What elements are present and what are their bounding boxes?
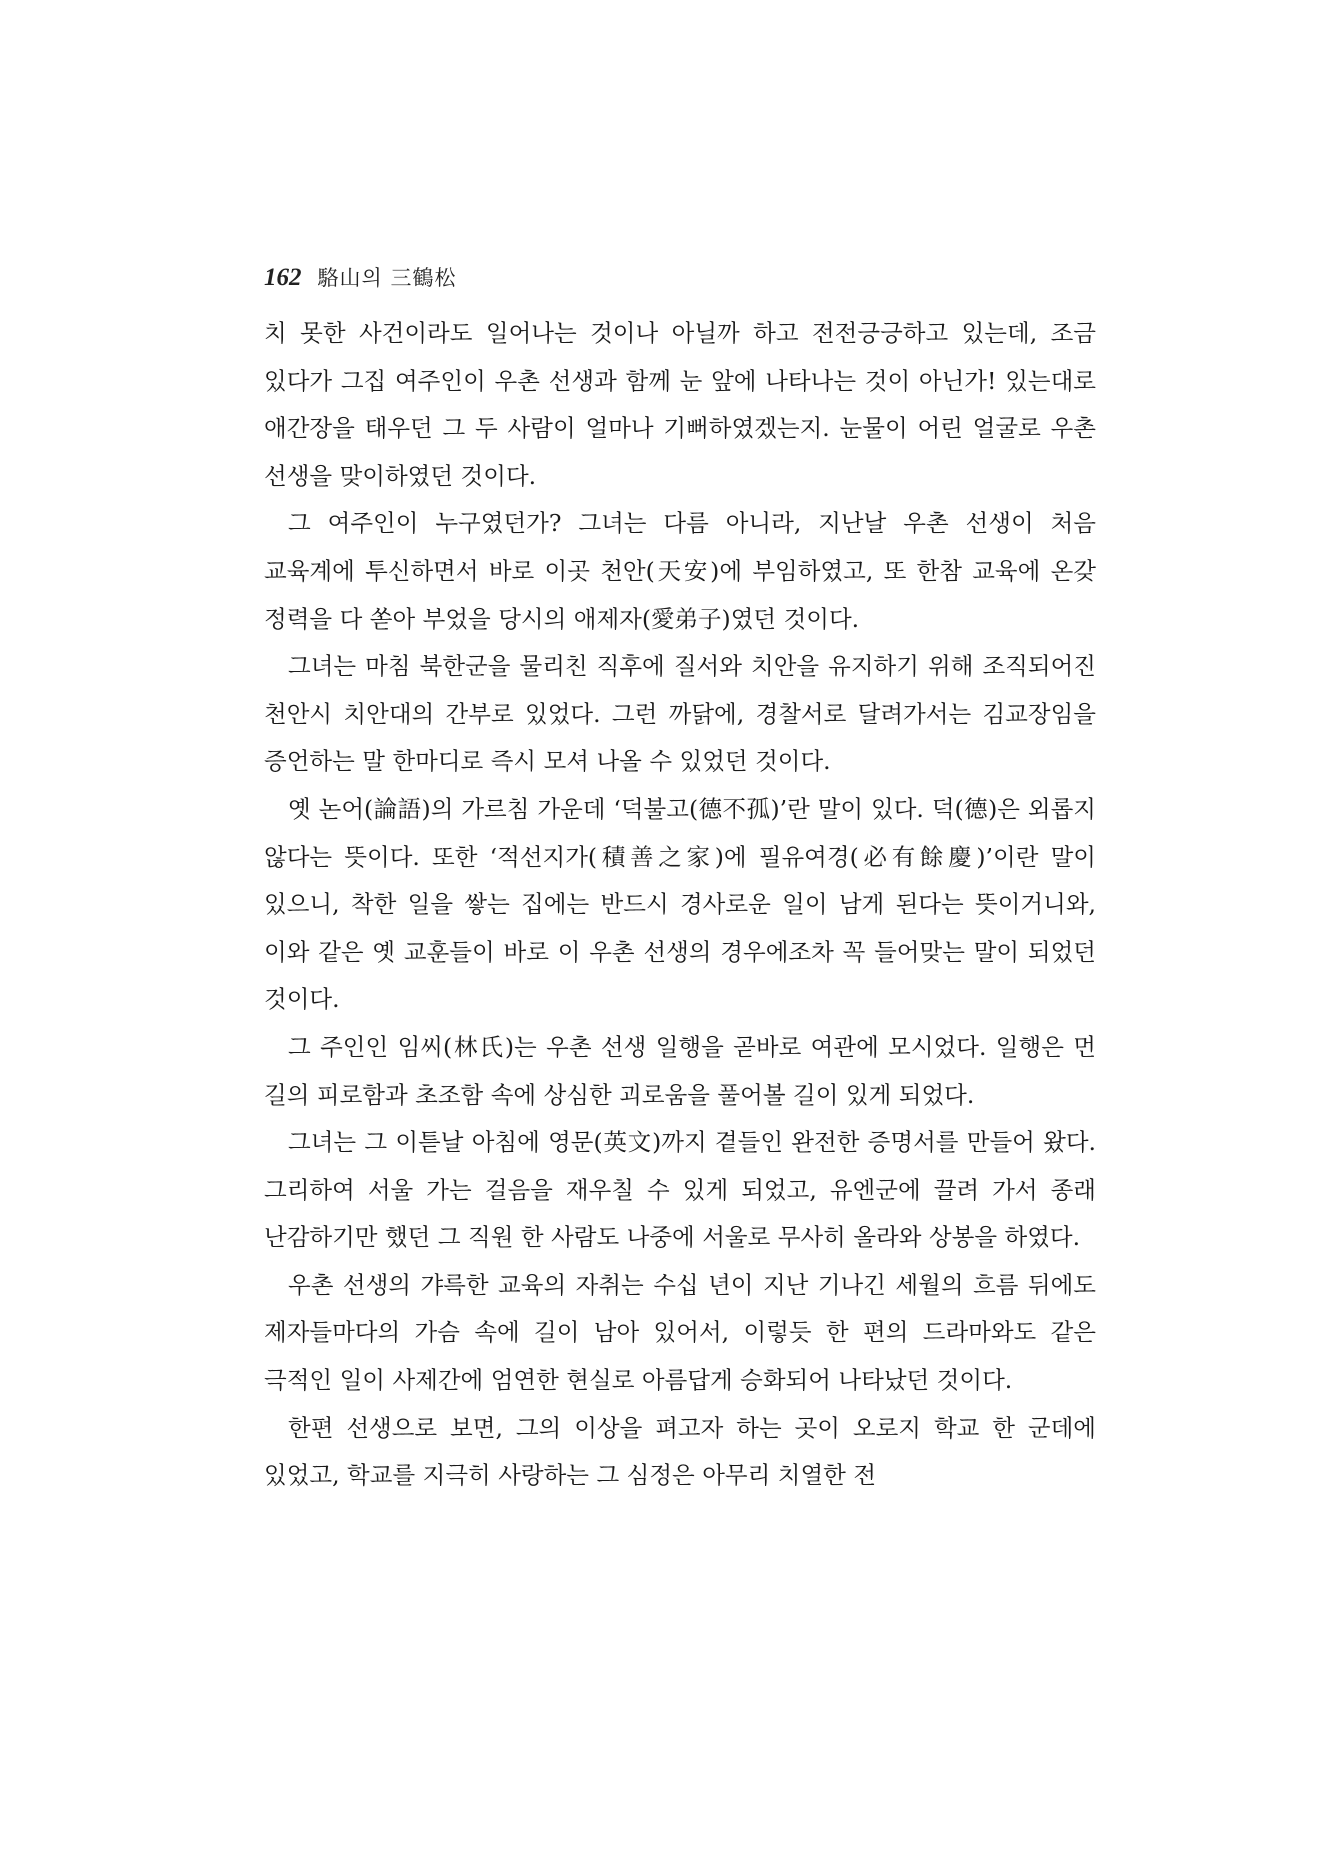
- book-title: 駱山의 三鶴松: [317, 266, 457, 290]
- paragraph: 옛 논어(論語)의 가르침 가운데 ‘덕불고(德不孤)’란 말이 있다. 덕(德)은 외롭지 않다는 뜻이다. 또한 ‘적선지가(積善之家)에 필유여경(必有餘慶)’이란 말이 있으니, 착한 일을 쌓는 집에는 반드시 경사로운 일이 남게 된다는 뜻이거니와, 이와 같은 옛 교훈들이 바로 이 우촌 선생의 경우에조차 꼭 들어맞는 말이 되었던 것이다.: [264, 794, 1096, 1014]
- paragraph: 그녀는 그 이튿날 아침에 영문(英文)까지 곁들인 완전한 증명서를 만들어 왔다. 그리하여 서울 가는 걸음을 재우칠 수 있게 되었고, 유엔군에 끌려 가서 종래 난감하기만 했던 그 직원 한 사람도 나중에 서울로 무사히 올라와 상봉을 하였다.: [264, 1128, 1096, 1252]
- running-header: [264, 262, 1096, 302]
- body-text: [264, 310, 1096, 1500]
- paragraph: 치 못한 사건이라도 일어나는 것이나 아닐까 하고 전전긍긍하고 있는데, 조금 있다가 그집 여주인이 우촌 선생과 함께 눈 앞에 나타나는 것이 아닌가! 있는대로 애간장을 태우던 그 두 사람이 얼마나 기뻐하였겠는지. 눈물이 어린 얼굴로 우촌 선생을 맞이하였던 것이다.: [264, 319, 1096, 490]
- page-number: 162: [264, 264, 302, 291]
- paragraph: 그 주인인 임씨(林氏)는 우촌 선생 일행을 곧바로 여관에 모시었다. 일행은 먼 길의 피로함과 초조함 속에 상심한 괴로움을 풀어볼 길이 있게 되었다.: [264, 1032, 1096, 1109]
- paragraph: 우촌 선생의 갸륵한 교육의 자취는 수십 년이 지난 기나긴 세월의 흐름 뒤에도 제자들마다의 가슴 속에 길이 남아 있어서, 이렇듯 한 편의 드라마와도 같은 극적인 일이 사제간에 엄연한 현실로 아름답게 승화되어 나타났던 것이다.: [264, 1270, 1096, 1395]
- book-page: [264, 262, 1096, 1500]
- paragraph: 한편 선생으로 보면, 그의 이상을 펴고자 하는 곳이 오로지 학교 한 군데에 있었고, 학교를 지극히 사랑하는 그 심정은 아무리 치열한 전: [264, 1413, 1096, 1490]
- paragraph: 그 여주인이 누구였던가? 그녀는 다름 아니라, 지난날 우촌 선생이 처음 교육계에 투신하면서 바로 이곳 천안(天安)에 부임하였고, 또 한참 교육에 온갖 정력을 다 쏟아 부었을 당시의 애제자(愛弟子)였던 것이다.: [264, 509, 1096, 633]
- paragraph: 그녀는 마침 북한군을 물리친 직후에 질서와 치안을 유지하기 위해 조직되어진 천안시 치안대의 간부로 있었다. 그런 까닭에, 경찰서로 달려가서는 김교장임을 증언하는 말 한마디로 즉시 모셔 나올 수 있었던 것이다.: [264, 652, 1096, 776]
